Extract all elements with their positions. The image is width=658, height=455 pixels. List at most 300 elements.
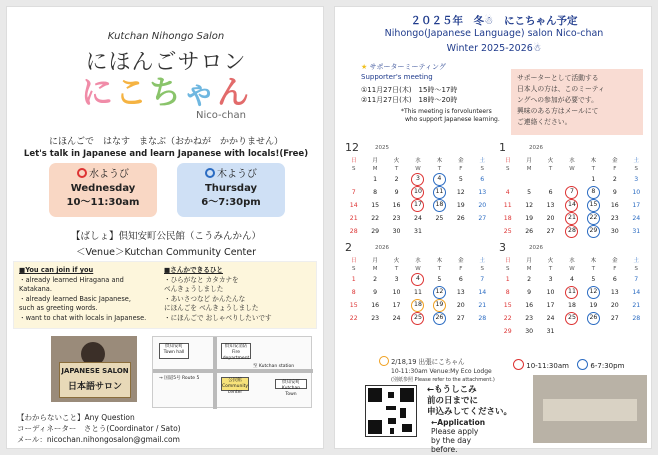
calendar-day	[386, 273, 407, 286]
weekday-header: 月	[372, 257, 378, 264]
weekday-header: T	[394, 165, 399, 172]
weekday-header: 木	[436, 157, 443, 164]
day-number: 4	[433, 173, 446, 186]
list-item: ・already learned Hiragana and	[19, 275, 124, 284]
weekday-header: T	[591, 165, 596, 172]
calendar-day	[518, 186, 539, 199]
day-number: 4	[570, 276, 574, 283]
day-number: 7	[351, 189, 356, 196]
weekday-header: 土	[633, 157, 640, 164]
day-number: 28	[565, 225, 578, 238]
supporter-title-jp: サポーターミーティング	[369, 63, 446, 71]
calendar-grid	[497, 255, 647, 338]
weekday-header: F	[459, 265, 463, 272]
calendar-day	[472, 286, 493, 299]
thu-time: 6～7:30pm	[201, 197, 261, 208]
calendar-day	[407, 286, 428, 299]
apply-en	[431, 418, 485, 454]
calendar-day	[472, 212, 493, 225]
day-number: 10	[411, 186, 424, 199]
calendar-day	[472, 199, 493, 212]
legend-blue: 6-7:30pm	[590, 362, 625, 370]
day-number: 3	[548, 276, 553, 283]
supporter-date1: ①11月27日(木) 15時～17時	[361, 86, 458, 94]
email-line: メール：nicochan.nihongosalon@gmail.com	[17, 435, 180, 444]
calendar-day	[386, 312, 407, 325]
calendar-day	[429, 173, 450, 186]
map-road	[213, 337, 217, 409]
legend-orange-line1: 2/18,19 出張にこちゃん	[391, 358, 465, 366]
logo-char: ん	[217, 73, 252, 111]
day-number: 16	[610, 202, 619, 209]
legend-orange-line3: (別紙参照 Please refer to the attachment.)	[391, 377, 495, 383]
flyer-right-page	[334, 6, 652, 454]
calendar-day	[450, 173, 471, 186]
calendar-day	[429, 299, 450, 312]
weekday-header: S	[505, 265, 510, 272]
list-item: ・にほんごで おしゃべりしたいです	[164, 313, 272, 322]
calendar-day	[626, 312, 647, 325]
day-number: 16	[525, 302, 534, 309]
pink-note-line: 日本人の方は、このミーティ	[517, 85, 605, 93]
wed-jp: 水ようび	[89, 169, 129, 180]
weekday-header: S	[480, 265, 485, 272]
weekday-header: 土	[633, 257, 640, 264]
list-item: Katakana.	[19, 285, 52, 293]
apply-en-line: ←Application	[431, 418, 486, 427]
weekday-header: S	[351, 265, 356, 272]
calendar-day	[364, 199, 385, 212]
day-number: 20	[456, 302, 465, 309]
weekday-header: 火	[393, 257, 400, 264]
supporter-pink-note	[511, 69, 643, 135]
day-number: 5	[458, 176, 463, 183]
day-number: 27	[610, 315, 619, 322]
day-number: 26	[525, 228, 534, 235]
coordinator-line: コーディネーター さとう(Coordinator / Sato)	[17, 424, 181, 433]
salon-class-photo	[533, 375, 647, 443]
day-number: 23	[610, 215, 619, 222]
calendar-day	[561, 273, 582, 286]
day-number: 21	[632, 302, 641, 309]
apply-jp-line: 前の日までに	[427, 396, 479, 406]
day-number: 12	[456, 189, 465, 196]
weekday-header: 水	[569, 157, 575, 164]
orange-circle-icon	[379, 356, 389, 366]
day-number: 8	[351, 289, 356, 296]
list-item: ・already learned Basic Japanese,	[19, 294, 131, 303]
day-number: 4	[505, 189, 510, 196]
calendar-grid	[343, 155, 493, 238]
day-number: 2	[527, 276, 532, 283]
weekday-header: 水	[415, 257, 421, 264]
calendar-day	[626, 173, 647, 186]
day-number: 11	[565, 286, 578, 299]
calendar-day	[561, 312, 582, 325]
nicochan-logo	[7, 67, 325, 113]
sign-line1: JAPANESE SALON	[61, 367, 129, 375]
logo-char: こ	[114, 73, 149, 111]
day-number: 22	[371, 215, 380, 222]
legend-orange-line2: 10-11:30am Venue:My Eco Lodge	[391, 368, 492, 375]
day-number: 23	[525, 315, 534, 322]
list-item: べんきょうしました	[164, 285, 224, 293]
day-number: 22	[503, 315, 512, 322]
day-number: 6	[480, 176, 485, 183]
en-tagline: Let's talk in Japanese and learn Japanese with locals!(Free)	[23, 149, 309, 159]
weekday-header: 日	[350, 157, 357, 164]
day-number: 24	[392, 315, 401, 322]
calendar-day	[364, 212, 385, 225]
pink-note-line: 興味のある方はメールにて	[517, 107, 599, 115]
day-number: 25	[565, 312, 578, 325]
weekday-header: S	[634, 165, 639, 172]
calendar-day	[626, 186, 647, 199]
day-number: 19	[456, 202, 465, 209]
calendar-day	[518, 212, 539, 225]
weekday-header: 日	[504, 157, 511, 164]
weekday-header: 金	[612, 157, 618, 164]
logo-char: ゃ	[183, 73, 218, 111]
calendar-year: 2026	[529, 145, 543, 151]
photo-table	[543, 399, 637, 421]
calendar-month: 2	[345, 241, 352, 254]
day-number: 19	[525, 215, 534, 222]
eligibility-note	[13, 261, 317, 329]
nihongo-salon-title: にほんごサロン	[85, 50, 247, 75]
day-number: 3	[411, 173, 424, 186]
day-number: 4	[411, 273, 424, 286]
calendar-day	[407, 212, 428, 225]
map-route: → 国道5号 Route 5	[159, 376, 200, 381]
day-number: 23	[371, 315, 380, 322]
calendar-day	[497, 199, 518, 212]
calendar-day	[429, 212, 450, 225]
list-item: ・want to chat with locals in Japanese.	[19, 313, 147, 322]
logo-char: に	[80, 73, 115, 111]
venue-map	[152, 336, 312, 408]
day-number: 7	[565, 186, 578, 199]
question-line: 【わからないこと】Any Question	[17, 413, 135, 422]
weekday-header: T	[437, 265, 442, 272]
blue-circle-icon	[205, 168, 215, 178]
pink-note-line: サポーターとして活動する	[517, 74, 599, 82]
calendar-day	[343, 225, 364, 238]
calendar-december	[343, 141, 493, 239]
calendar-day	[583, 173, 604, 186]
weekday-header: 金	[612, 257, 618, 264]
weekday-header: M	[526, 165, 532, 172]
weekday-header: M	[526, 265, 532, 272]
calendar-day	[450, 286, 471, 299]
calendar-grid	[343, 255, 493, 325]
calendar-february	[343, 241, 493, 339]
weekday-header: 金	[458, 157, 464, 164]
calendar-day	[518, 325, 539, 338]
calendar-day	[604, 212, 625, 225]
calendar-day	[450, 186, 471, 199]
day-number: 24	[546, 315, 555, 322]
calendar-day	[497, 173, 518, 186]
calendar-day	[497, 273, 518, 286]
map-road	[153, 369, 313, 373]
weekday-header: 土	[479, 157, 486, 164]
calendar-day	[472, 299, 493, 312]
calendar-year: 2026	[529, 245, 543, 251]
day-number: 7	[634, 276, 639, 283]
calendar-day	[497, 312, 518, 325]
calendar-day	[343, 199, 364, 212]
schedule-title-en1: Nihongo(Japanese Language) salon Nico-chan	[384, 28, 604, 39]
calendar-day	[583, 286, 604, 299]
day-number: 9	[612, 189, 617, 196]
weekday-header: M	[372, 265, 378, 272]
weekday-header: 火	[547, 157, 554, 164]
calendar-day	[518, 299, 539, 312]
weekday-header: F	[613, 165, 617, 172]
calendar-day	[343, 312, 364, 325]
day-number: 20	[610, 302, 619, 309]
calendar-day	[540, 199, 561, 212]
day-number: 11	[503, 202, 512, 209]
day-number: 30	[392, 228, 401, 235]
calendar-day	[429, 225, 450, 238]
calendar-day	[583, 225, 604, 238]
calendar-day	[604, 225, 625, 238]
day-number: 21	[565, 212, 578, 225]
calendar-day	[561, 325, 582, 338]
calendar-day	[450, 299, 471, 312]
qr-code-icon[interactable]	[365, 385, 417, 437]
day-number: 15	[503, 302, 512, 309]
calendar-day	[386, 212, 407, 225]
day-number: 24	[414, 215, 422, 222]
calendar-day	[407, 299, 428, 312]
calendar-day	[561, 199, 582, 212]
red-circle-icon	[77, 168, 87, 178]
weekday-header: S	[505, 165, 510, 172]
weekday-header: 木	[436, 257, 443, 264]
day-number: 19	[589, 302, 598, 309]
kutchan-script-title: Kutchan Nihongo Salon	[107, 31, 225, 42]
calendar-day	[540, 225, 561, 238]
calendar-january	[497, 141, 647, 239]
calendar-day	[604, 325, 625, 338]
day-number: 14	[349, 202, 358, 209]
day-number: 16	[371, 302, 380, 309]
calendar-day	[497, 286, 518, 299]
venue-en: ＜Venue＞Kutchan Community Center	[75, 247, 257, 258]
calendar-day	[429, 286, 450, 299]
day-number: 27	[456, 315, 465, 322]
map-kutchan-town: 倶知安町 Kutchan Town	[275, 379, 307, 389]
calendar-day	[626, 212, 647, 225]
flyer-left-page	[6, 6, 324, 449]
calendar-day	[386, 299, 407, 312]
weekday-header: T	[394, 265, 399, 272]
day-number: 6	[458, 276, 463, 283]
calendar-day	[497, 299, 518, 312]
supporter-note2: who support Japanese learning.	[405, 116, 500, 123]
day-number: 31	[414, 228, 422, 235]
day-number: 25	[411, 312, 424, 325]
calendar-day	[540, 273, 561, 286]
weekday-header: 月	[526, 157, 532, 164]
calendar-day	[518, 273, 539, 286]
supporter-date2: ②11月27日(木) 18時～20時	[361, 96, 458, 104]
calendar-day	[604, 286, 625, 299]
sanka-list	[164, 266, 272, 323]
calendar-day	[364, 173, 385, 186]
salon-sign	[59, 362, 131, 398]
calendar-grid	[497, 155, 647, 238]
weekday-header: 火	[547, 257, 554, 264]
day-number: 1	[505, 276, 510, 283]
apply-en-line: Please apply	[431, 427, 479, 436]
calendar-day	[583, 199, 604, 212]
day-number: 30	[610, 228, 619, 235]
weekday-header: 日	[350, 257, 357, 264]
day-number: 17	[392, 302, 401, 309]
day-number: 2	[394, 176, 399, 183]
calendar-day	[386, 225, 407, 238]
weekday-header: F	[459, 165, 463, 172]
calendar-day	[583, 273, 604, 286]
day-number: 13	[456, 289, 465, 296]
apply-en-line: by the day	[431, 436, 472, 445]
weekday-header: 火	[393, 157, 400, 164]
day-number: 22	[349, 315, 358, 322]
day-number: 24	[632, 215, 641, 222]
can-join-list	[19, 266, 146, 323]
map-community-center: 公民館 Community center	[222, 378, 249, 395]
calendar-day	[364, 312, 385, 325]
calendar-day	[386, 286, 407, 299]
calendar-day	[343, 286, 364, 299]
day-number: 14	[478, 289, 487, 296]
calendar-day	[343, 186, 364, 199]
day-number: 8	[373, 189, 378, 196]
day-number: 10	[632, 189, 641, 196]
list-item: ・ひらがなと カタカナを	[164, 275, 239, 284]
calendar-day	[450, 312, 471, 325]
day-number: 31	[546, 328, 555, 335]
day-number: 29	[587, 225, 600, 238]
calendar-day	[583, 325, 604, 338]
day-number: 6	[612, 276, 617, 283]
venue-jp: 【ばしょ】倶知安町公民館（こうみんかん）	[70, 231, 261, 242]
map-town-hall: 倶知安町 Town hall	[159, 343, 189, 359]
weekday-header: M	[372, 165, 378, 172]
wed-time: 10～11:30am	[66, 197, 140, 208]
thu-en: Thursday	[204, 183, 258, 194]
day-number: 11	[414, 289, 422, 296]
sign-line2: 日本語サロン	[67, 382, 122, 392]
day-number: 20	[478, 202, 487, 209]
pink-note-line: ングへの参加が必要です。	[517, 96, 598, 104]
list-item: にほんごを べんきょうしました	[164, 304, 259, 312]
calendar-day	[450, 212, 471, 225]
calendar-day	[626, 299, 647, 312]
calendar-day	[583, 312, 604, 325]
star-icon: ★	[361, 63, 368, 71]
day-number: 12	[525, 202, 534, 209]
calendar-day	[364, 286, 385, 299]
calendar-month: 12	[345, 141, 359, 154]
weekday-header: W	[415, 265, 421, 272]
calendar-day	[518, 286, 539, 299]
calendar-day	[386, 199, 407, 212]
calendar-year: 2026	[375, 245, 389, 251]
schedule-title-en2: Winter 2025-2026☃	[446, 43, 542, 54]
calendar-day	[472, 273, 493, 286]
wed-en: Wednesday	[70, 183, 136, 194]
apply-jp-line: 申込みしてください。	[427, 407, 513, 417]
weekday-header: 木	[590, 257, 597, 264]
day-number: 28	[478, 315, 487, 322]
day-number: 31	[632, 228, 641, 235]
weekday-header: T	[437, 165, 442, 172]
day-number: 11	[433, 186, 446, 199]
day-number: 29	[371, 228, 380, 235]
day-number: 21	[349, 215, 358, 222]
weekday-header: F	[613, 265, 617, 272]
day-number: 28	[349, 228, 358, 235]
weekday-header: 月	[526, 257, 532, 264]
calendar-day	[343, 212, 364, 225]
calendar-day	[626, 325, 647, 338]
calendar-day	[450, 225, 471, 238]
calendar-day	[540, 299, 561, 312]
day-number: 8	[587, 186, 600, 199]
calendar-day	[407, 312, 428, 325]
day-number: 13	[610, 289, 619, 296]
blue-circle-icon	[577, 359, 588, 370]
day-number: 29	[503, 328, 512, 335]
pink-note-line: ご連絡ください。	[517, 118, 572, 126]
day-number: 16	[392, 202, 401, 209]
supporter-meeting	[361, 62, 500, 124]
weekday-header: W	[415, 165, 421, 172]
day-number: 21	[478, 302, 487, 309]
day-number: 7	[480, 276, 485, 283]
day-number: 13	[478, 189, 487, 196]
calendar-day	[561, 299, 582, 312]
calendar-day	[472, 173, 493, 186]
day-number: 13	[546, 202, 555, 209]
day-number: 14	[632, 289, 641, 296]
calendar-day	[343, 273, 364, 286]
calendar-day	[407, 273, 428, 286]
calendar-day	[429, 273, 450, 286]
calendar-day	[540, 325, 561, 338]
calendar-day	[497, 325, 518, 338]
weekday-header: W	[569, 165, 575, 172]
legend-orange	[379, 356, 495, 385]
day-number: 18	[503, 215, 512, 222]
day-number: 1	[351, 276, 356, 283]
day-number: 15	[587, 199, 600, 212]
day-number: 15	[349, 302, 358, 309]
calendar-day	[364, 186, 385, 199]
weekday-header: T	[548, 265, 553, 272]
day-number: 17	[632, 202, 641, 209]
legend-red-blue	[513, 359, 624, 370]
weekday-header: S	[351, 165, 356, 172]
day-number: 2	[373, 276, 378, 283]
day-number: 9	[527, 289, 532, 296]
salon-sign-photo	[51, 336, 137, 402]
